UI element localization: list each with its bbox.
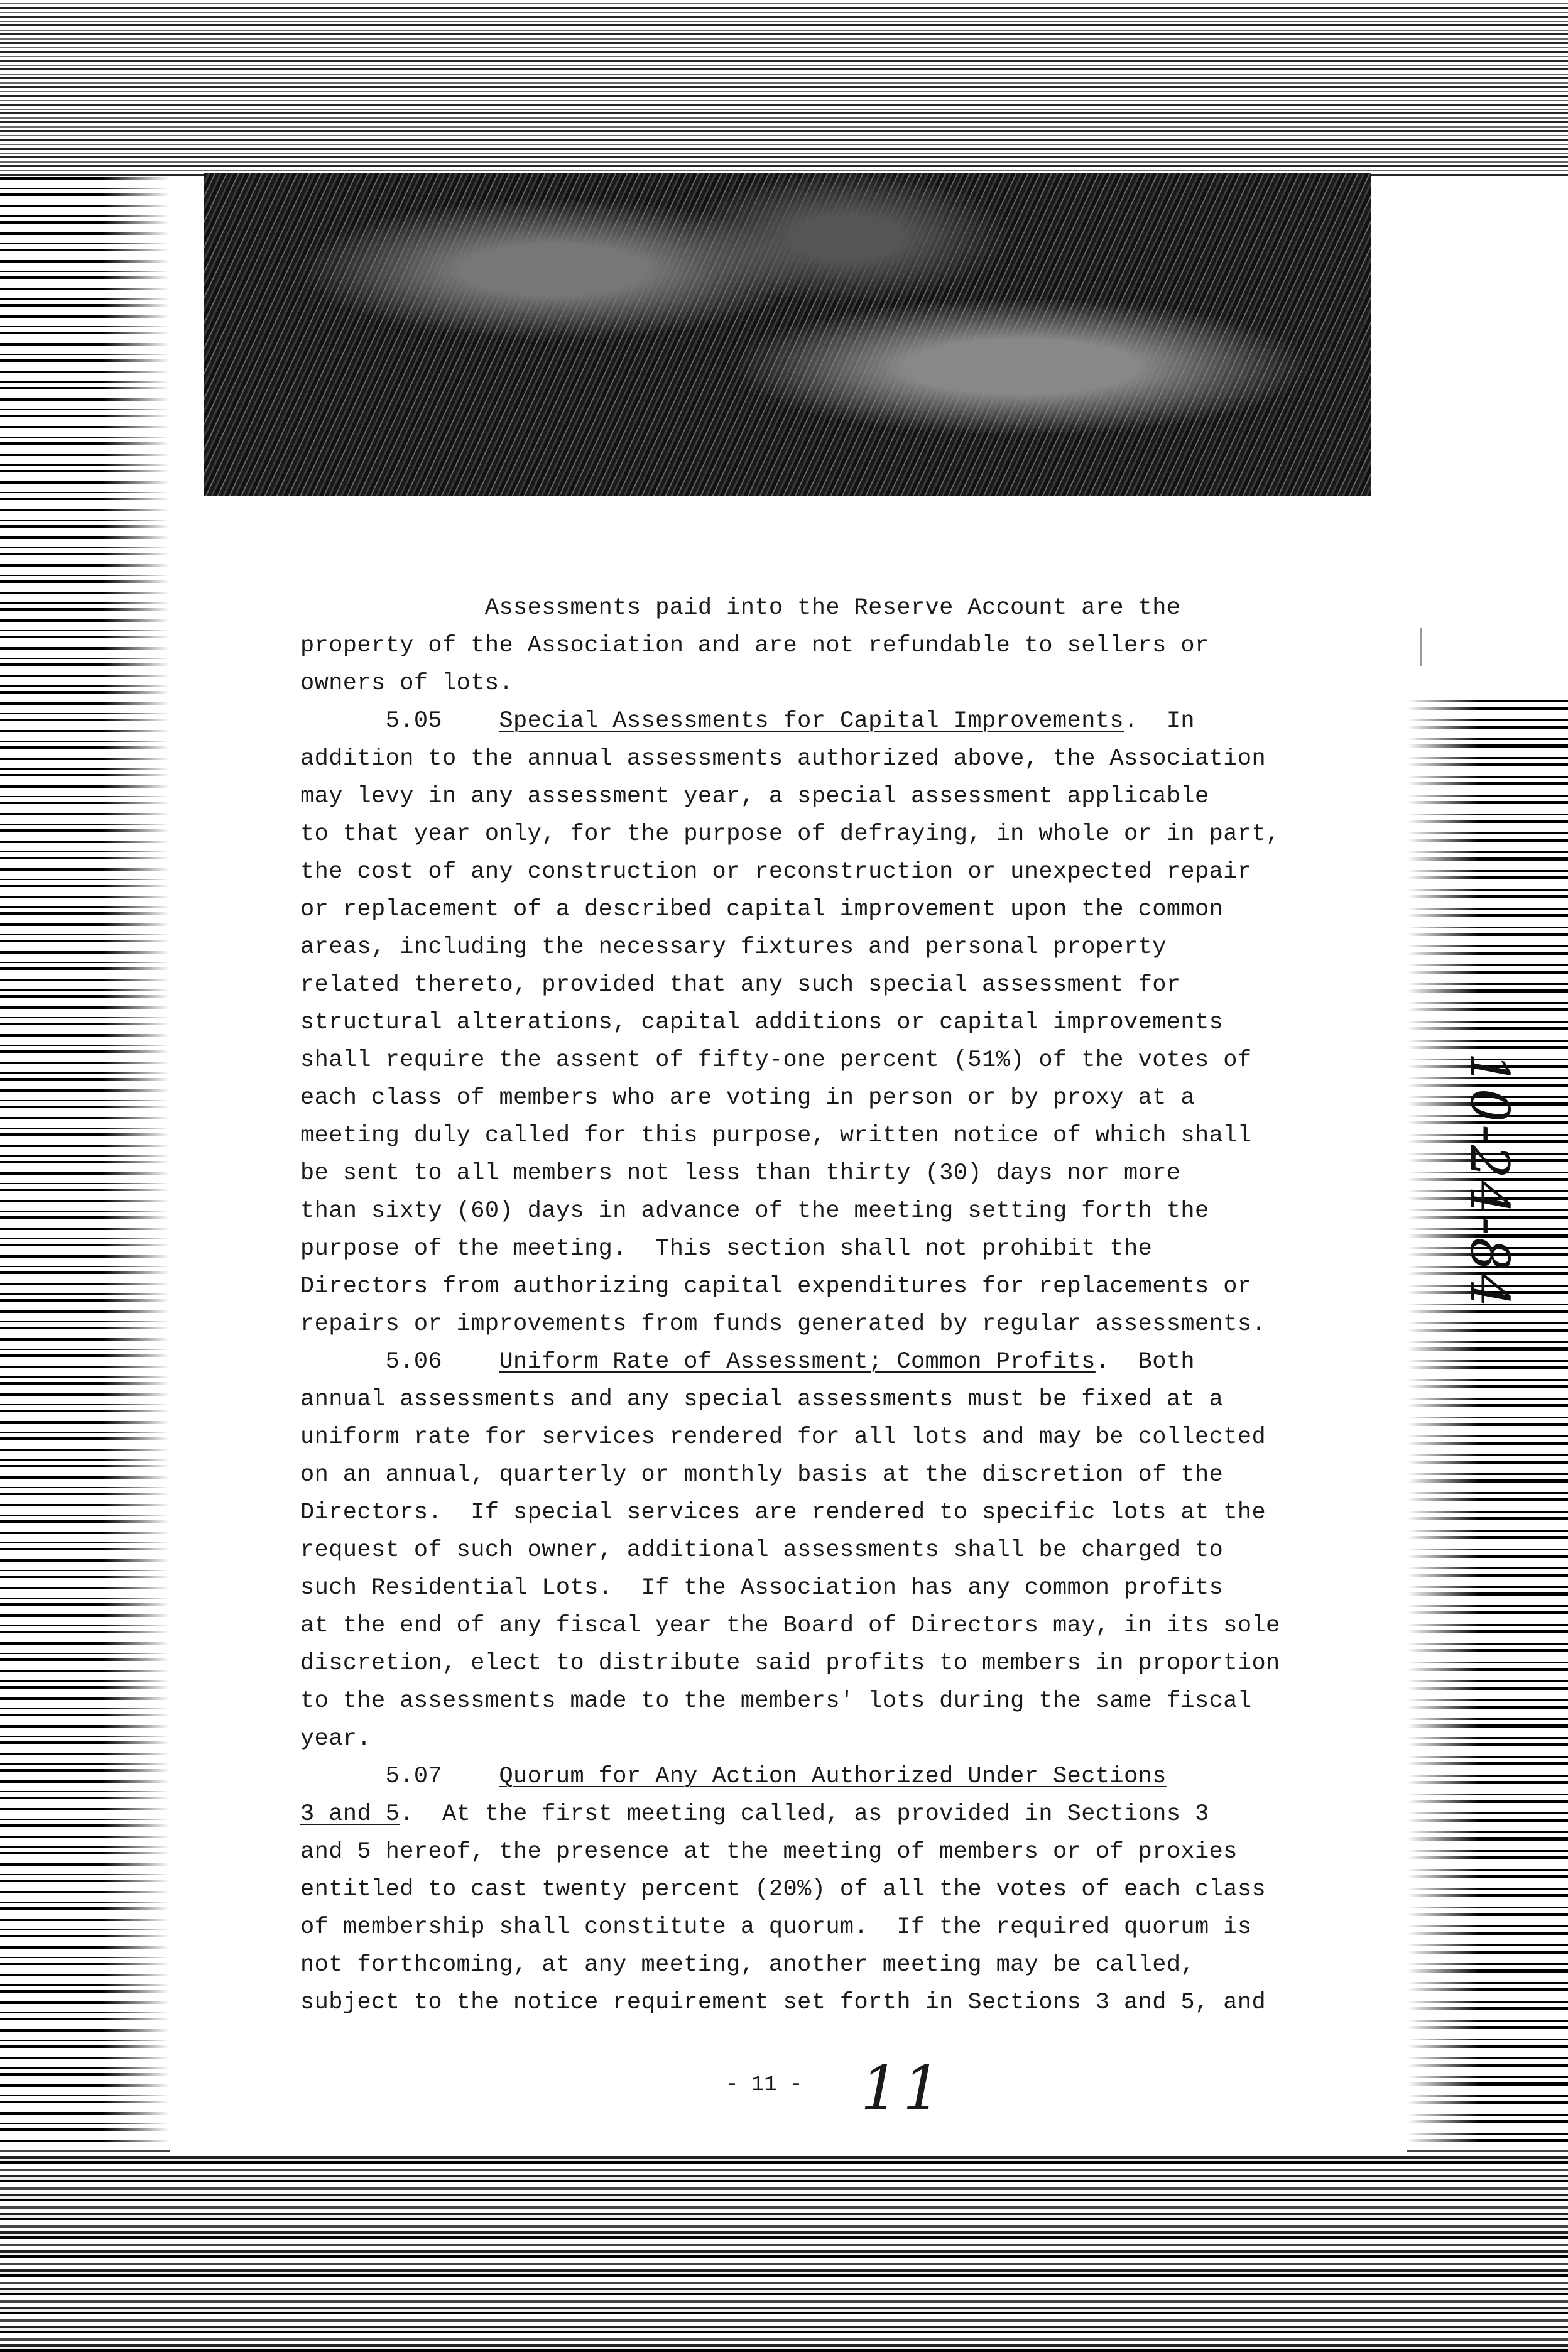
text-line (300, 1079, 1318, 1117)
text-segment: request of such owner, additional assessments shall be charged to (300, 1537, 1224, 1564)
text-line (300, 853, 1318, 891)
text-line (300, 1607, 1318, 1645)
text-line (300, 1720, 1318, 1758)
text-line (300, 1192, 1318, 1230)
text-segment: addition to the annual assessments authorized above, the Association (300, 746, 1266, 772)
text-line (300, 778, 1318, 815)
text-segment: owners of lots. (300, 670, 514, 697)
text-line (300, 1343, 1318, 1381)
text-line (300, 1004, 1318, 1042)
text-line (300, 1946, 1318, 1984)
text-segment: to the assessments made to the members' lots during the same fiscal (300, 1688, 1252, 1714)
text-segment: meeting duly called for this purpose, written notice of which shall (300, 1123, 1252, 1149)
text-line (300, 1569, 1318, 1607)
text-segment: Directors from authorizing capital expenditures for replacements or (300, 1273, 1252, 1300)
page-number: - 11 - (726, 2073, 803, 2097)
scan-noise-left (0, 176, 170, 2186)
text-segment: uniform rate for services rendered for all lots and may be collected (300, 1424, 1266, 1451)
text-segment: on an annual, quarterly or monthly basis at the discretion of the (300, 1462, 1224, 1488)
text-line (300, 1908, 1318, 1946)
text-segment: entitled to cast twenty percent (20%) of all the votes of each class (300, 1876, 1266, 1903)
text-line (300, 1871, 1318, 1908)
text-segment: or replacement of a described capital improvement upon the common (300, 896, 1224, 923)
text-segment: shall require the assent of fifty-one percent (51%) of the votes of (300, 1047, 1252, 1074)
text-line (300, 1381, 1318, 1418)
text-segment: year. (300, 1726, 372, 1752)
text-line (300, 665, 1318, 702)
text-segment: related thereto, provided that any such special assessment for (300, 972, 1181, 998)
text-segment: the cost of any construction or reconstruction or unexpected repair (300, 859, 1252, 885)
text-line (300, 1833, 1318, 1871)
text-line (300, 966, 1318, 1004)
text-line (300, 1984, 1318, 2022)
text-segment: and 5 hereof, the presence at the meeting of members or of proxies (300, 1839, 1238, 1865)
text-segment: subject to the notice requirement set forth in Sections 3 and 5, and (300, 1990, 1266, 2016)
text-segment: property of the Association and are not refundable to sellers or (300, 633, 1209, 659)
margin-mark (1420, 628, 1422, 666)
text-segment: such Residential Lots. If the Association has any common profits (300, 1575, 1224, 1601)
text-line (300, 702, 1318, 740)
text-line (300, 1795, 1318, 1833)
handwritten-page-number: 11 (861, 2053, 945, 2123)
text-line (300, 1230, 1318, 1268)
text-line (300, 589, 1318, 627)
text-line (300, 815, 1318, 853)
text-segment: at the end of any fiscal year the Board of Directors may, in its sole (300, 1613, 1280, 1639)
text-line (300, 1268, 1318, 1305)
text-line (300, 1532, 1318, 1569)
text-segment: of membership shall constitute a quorum. If the required quorum is (300, 1914, 1252, 1941)
text-line (300, 928, 1318, 966)
text-line (300, 1682, 1318, 1720)
text-line (300, 1042, 1318, 1079)
text-segment: not forthcoming, at any meeting, another meeting may be called, (300, 1952, 1195, 1978)
section-heading: Quorum for Any Action Authorized Under Sections (499, 1763, 1167, 1790)
text-line (300, 891, 1318, 928)
scan-noise-right (1407, 691, 1568, 2199)
text-segment: areas, including the necessary fixtures and personal property (300, 934, 1167, 961)
text-line (300, 1494, 1318, 1532)
text-line (300, 1117, 1318, 1155)
text-line (300, 627, 1318, 665)
text-line (300, 1418, 1318, 1456)
text-segment: Directors. If special services are rendered to specific lots at the (300, 1500, 1266, 1526)
text-segment: to that year only, for the purpose of defraying, in whole or in part, (300, 821, 1280, 847)
text-segment: 5.06 (300, 1349, 499, 1375)
margin-date-stamp (1439, 1018, 1527, 1344)
text-segment: be sent to all members not less than thirty (30) days nor more (300, 1160, 1181, 1187)
margin-date-text: 10-24-84 (1459, 1052, 1520, 1310)
text-segment: 5.05 (300, 708, 499, 734)
text-segment: structural alterations, capital additions or capital improvements (300, 1010, 1224, 1036)
scan-dark-region (204, 173, 1371, 496)
scan-noise-top (0, 0, 1568, 176)
text-segment: 5.07 (300, 1763, 499, 1790)
text-segment: may levy in any assessment year, a special assessment applicable (300, 783, 1209, 810)
text-segment: . Both (1095, 1349, 1195, 1375)
scan-noise-bottom (0, 2148, 1568, 2352)
text-line (300, 740, 1318, 778)
text-segment: discretion, elect to distribute said profits to members in proportion (300, 1650, 1280, 1677)
text-segment: each class of members who are voting in person or by proxy at a (300, 1085, 1195, 1111)
text-line (300, 1456, 1318, 1494)
section-heading: 3 and 5 (300, 1801, 400, 1827)
document-body (300, 589, 1318, 2022)
section-heading: Special Assessments for Capital Improvements (499, 708, 1124, 734)
section-heading: Uniform Rate of Assessment; Common Profits (499, 1349, 1096, 1375)
text-line (300, 1645, 1318, 1682)
text-line (300, 1155, 1318, 1192)
text-segment: . In (1124, 708, 1195, 734)
text-line (300, 1305, 1318, 1343)
text-segment: Assessments paid into the Reserve Account are the (300, 595, 1181, 621)
text-segment: annual assessments and any special assessments must be fixed at a (300, 1386, 1224, 1413)
text-segment: . At the first meeting called, as provided in Sections 3 (400, 1801, 1209, 1827)
text-line (300, 1758, 1318, 1795)
text-segment: repairs or improvements from funds generated by regular assessments. (300, 1311, 1266, 1337)
text-segment: purpose of the meeting. This section shall not prohibit the (300, 1236, 1153, 1262)
text-segment: than sixty (60) days in advance of the meeting setting forth the (300, 1198, 1209, 1224)
